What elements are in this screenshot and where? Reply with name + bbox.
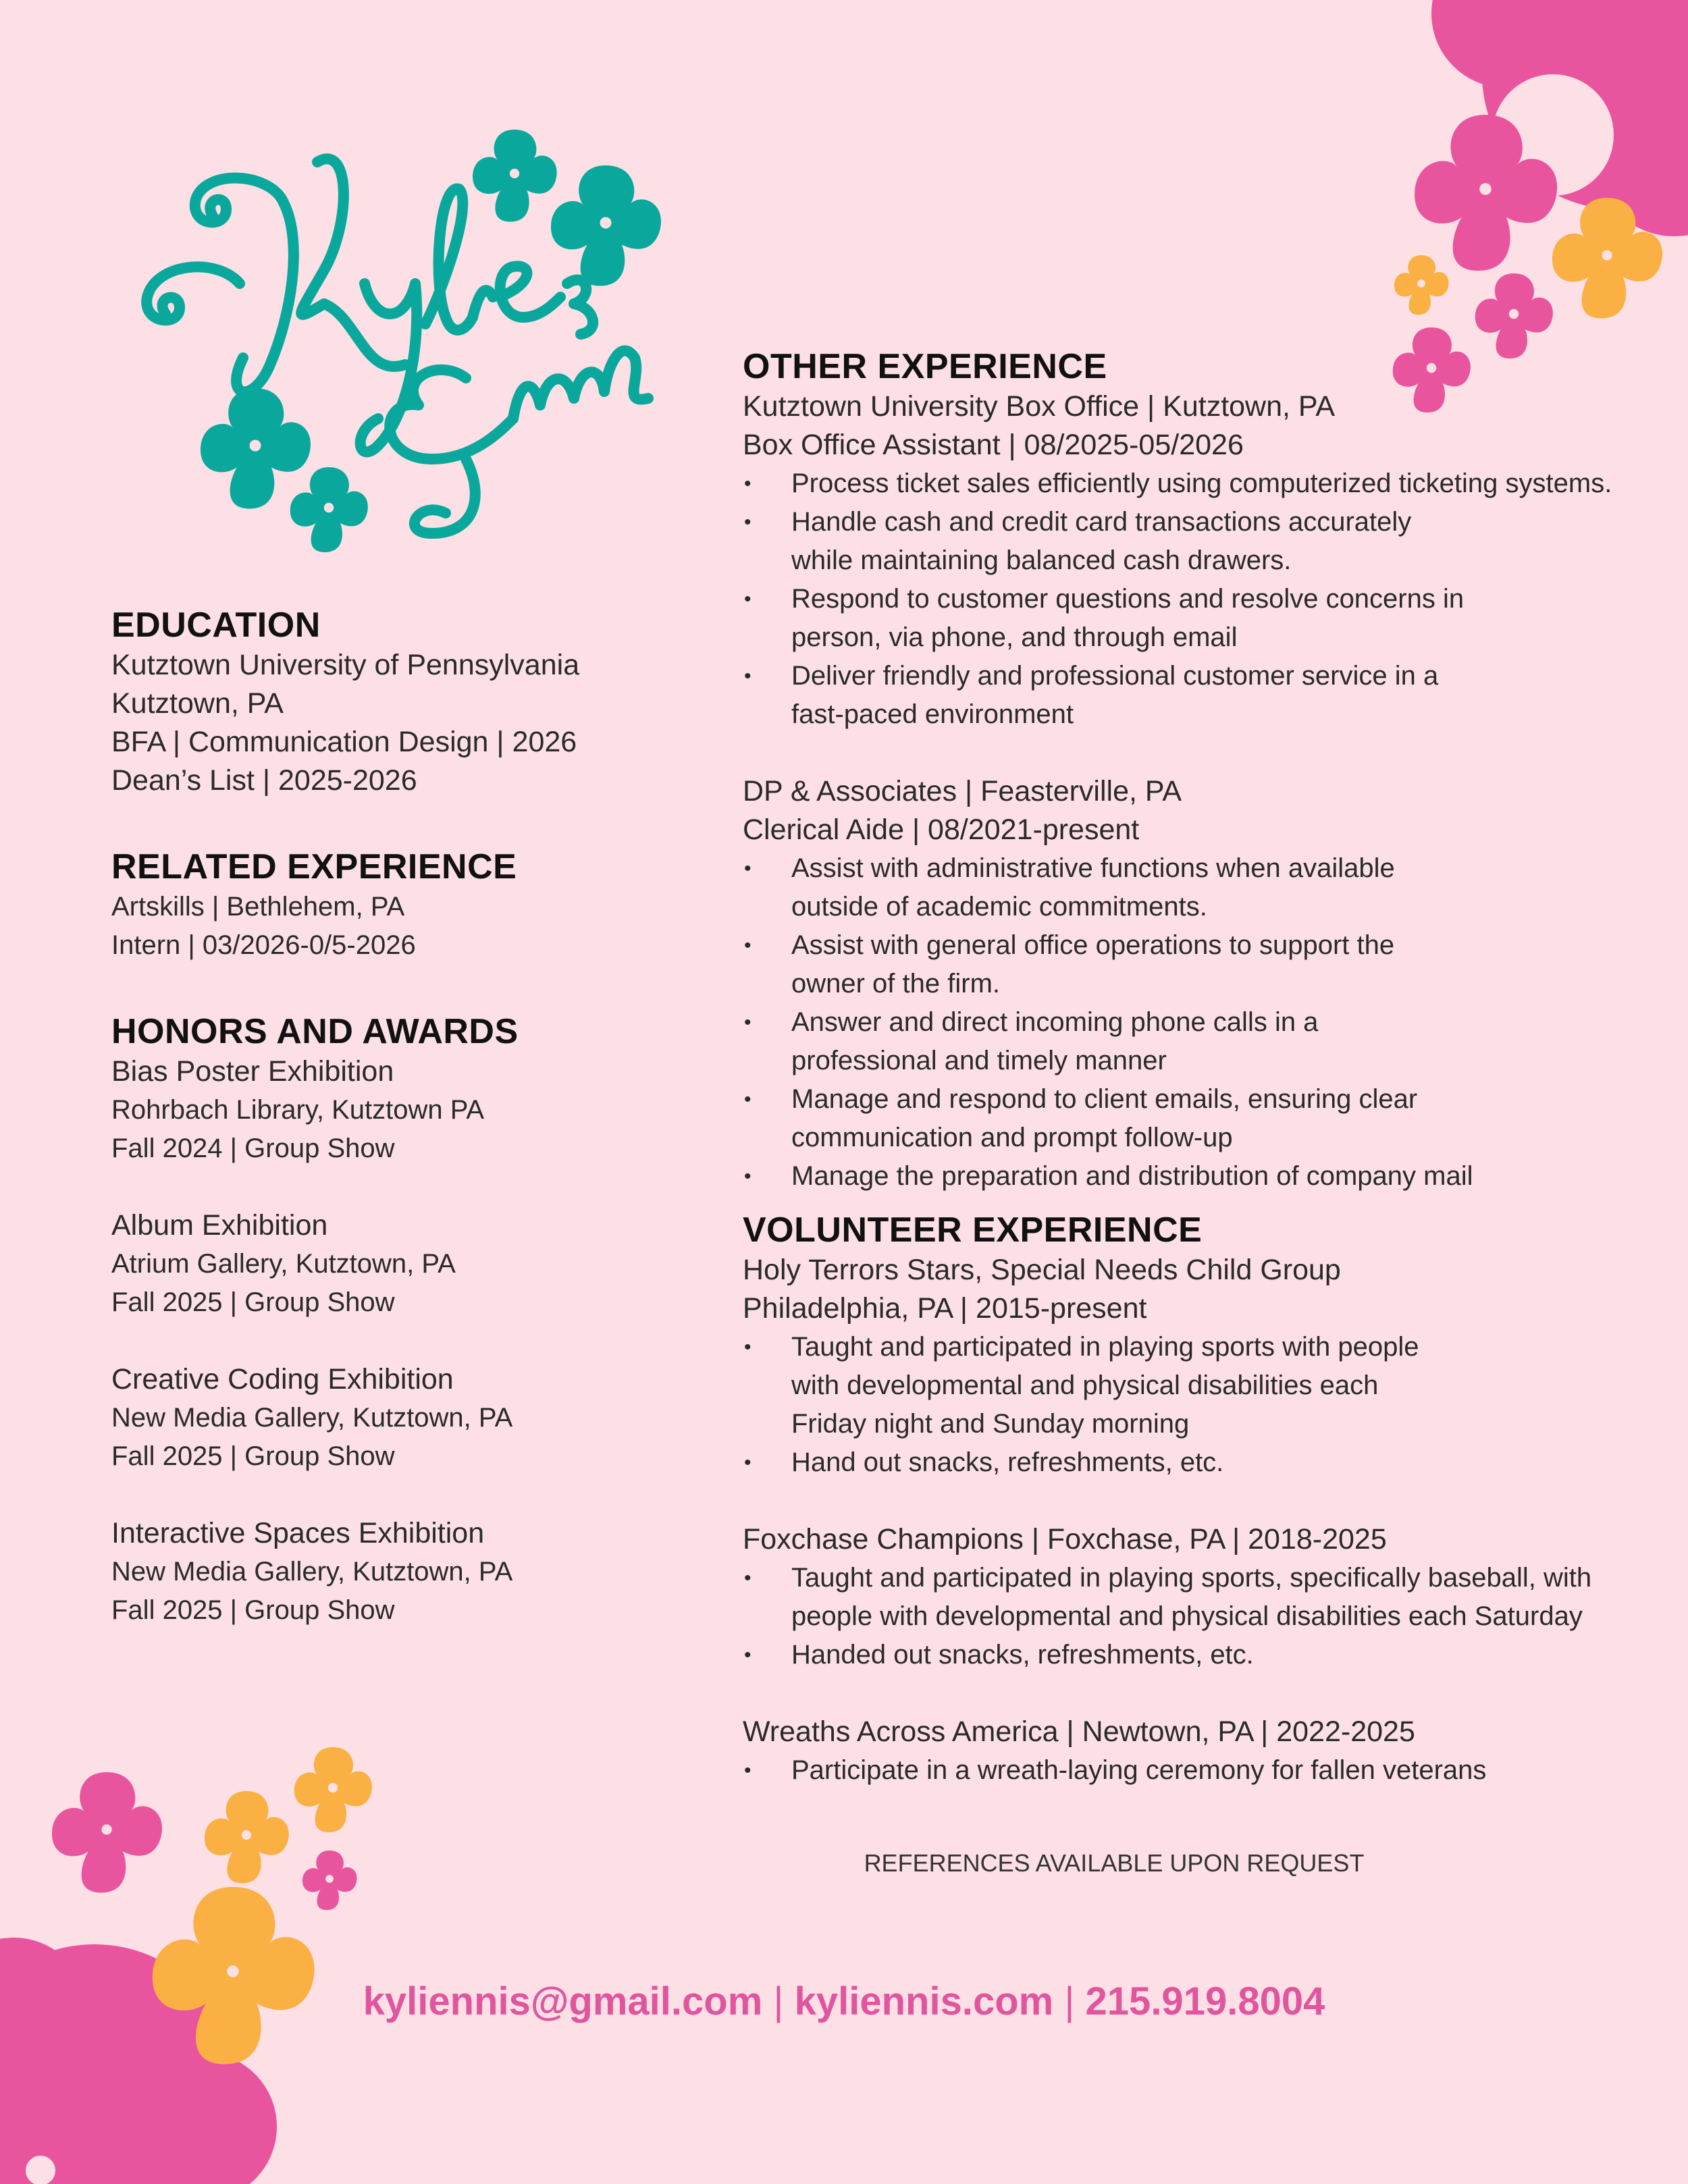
bullet-item: • Answer and direct incoming phone calls in a professional and timely manner	[743, 1003, 1440, 1080]
volunteer-detail: Philadelphia, PA | 2015-present	[743, 1292, 1147, 1325]
honor-place: New Media Gallery, Kutztown, PA	[111, 1557, 513, 1587]
job-role: Clerical Aide | 08/2021-present	[743, 814, 1140, 846]
flower-orange-mid-bottom	[205, 1791, 289, 1884]
honor-item	[111, 1360, 706, 1476]
contact-separator: |	[1064, 1979, 1075, 2023]
volunteer-entry	[743, 1251, 1620, 1482]
education-line: Kutztown, PA	[111, 687, 284, 720]
bullet-item: • Manage the preparation and distribution of company mail	[743, 1157, 1620, 1196]
bullet-item: • Assist with general office operations to support the owner of the firm.	[743, 926, 1440, 1003]
bullet-item: • Manage and respond to client emails, ensuring clear communication and prompt follow-up	[743, 1080, 1467, 1157]
bullet-item: • Deliver friendly and professional customer service in a fast-paced environment	[743, 657, 1467, 734]
logo-flower-1	[473, 130, 557, 222]
logo-flower-2	[551, 165, 661, 286]
flower-orange-small-top	[1394, 255, 1449, 315]
logo-flower-4	[290, 467, 368, 552]
education-line: Kutztown University of Pennsylvania	[111, 649, 580, 681]
honor-title: Creative Coding Exhibition	[111, 1363, 454, 1395]
related-line: Artskills | Bethlehem, PA	[111, 892, 405, 922]
flower-orange-upper-bottom	[294, 1747, 372, 1832]
honor-detail: Fall 2024 | Group Show	[111, 1134, 395, 1163]
volunteer-org: Holy Terrors Stars, Special Needs Child Group	[743, 1254, 1341, 1286]
logo	[147, 130, 661, 552]
bullet-item: • Respond to customer questions and resolve concerns in person, via phone, and through email	[743, 580, 1467, 657]
related-experience-heading: RELATED EXPERIENCE	[111, 847, 517, 886]
honor-place: New Media Gallery, Kutztown, PA	[111, 1403, 513, 1433]
education-section	[111, 604, 706, 800]
volunteer-org: Foxchase Champions | Foxchase, PA | 2018-2025	[743, 1523, 1387, 1555]
other-experience-section	[743, 346, 1620, 1196]
volunteer-heading: VOLUNTEER EXPERIENCE	[743, 1210, 1203, 1250]
education-heading: EDUCATION	[111, 606, 321, 645]
bullet-item: • Taught and participated in playing sports, specifically baseball, with people with developmental and physical disabilities each Saturday	[743, 1559, 1629, 1636]
bullet-item: • Assist with administrative functions when available outside of academic commitments.	[743, 849, 1440, 926]
job-entry	[743, 772, 1620, 1196]
contact-separator: |	[773, 1979, 784, 2023]
phone-number[interactable]: 215.919.8004	[1085, 1979, 1325, 2023]
honor-item	[111, 1206, 706, 1322]
job-org: DP & Associates | Feasterville, PA	[743, 775, 1182, 807]
honor-detail: Fall 2025 | Group Show	[111, 1287, 395, 1317]
contact-line	[0, 1975, 1688, 2029]
job-bullets	[743, 464, 1620, 734]
other-experience-heading: OTHER EXPERIENCE	[743, 347, 1107, 386]
email-link[interactable]: kyliennis@gmail.com	[363, 1979, 763, 2023]
honor-detail: Fall 2025 | Group Show	[111, 1595, 395, 1625]
honor-title: Bias Poster Exhibition	[111, 1055, 394, 1088]
flower-pink-small-bottom	[302, 1850, 357, 1910]
honor-detail: Fall 2025 | Group Show	[111, 1441, 395, 1471]
volunteer-entry	[743, 1520, 1620, 1674]
honor-item	[111, 1053, 706, 1168]
bullet-item: • Taught and participated in playing sports with people with developmental and physical disabilities each Friday night and Sunday morning	[743, 1328, 1440, 1443]
job-entry	[743, 388, 1620, 734]
volunteer-bullets	[743, 1559, 1620, 1674]
bullet-item: • Hand out snacks, refreshments, etc.	[743, 1443, 1440, 1482]
job-bullets	[743, 849, 1620, 1196]
honor-title: Album Exhibition	[111, 1209, 328, 1242]
related-experience-section	[111, 846, 706, 965]
references-note: REFERENCES AVAILABLE UPON REQUEST	[864, 1849, 1365, 1877]
website-link[interactable]: kyliennis.com	[794, 1979, 1054, 2023]
left-column	[111, 604, 706, 1630]
volunteer-entry	[743, 1713, 1620, 1790]
honor-place: Rohrbach Library, Kutztown PA	[111, 1095, 485, 1125]
job-role: Box Office Assistant | 08/2025-05/2026	[743, 429, 1244, 461]
honor-place: Atrium Gallery, Kutztown, PA	[111, 1249, 456, 1279]
education-line: Dean’s List | 2025-2026	[111, 764, 417, 797]
bullet-item: • Process ticket sales efficiently using computerized ticketing systems.	[743, 464, 1620, 503]
related-line: Intern | 03/2026-0/5-2026	[111, 930, 416, 960]
volunteer-section	[743, 1209, 1620, 1790]
honors-section	[111, 1011, 706, 1630]
honor-title: Interactive Spaces Exhibition	[111, 1517, 485, 1549]
bullet-item: • Participate in a wreath-laying ceremony for fallen veterans	[743, 1751, 1629, 1790]
job-org: Kutztown University Box Office | Kutztown, PA	[743, 390, 1336, 423]
volunteer-bullets	[743, 1751, 1620, 1790]
education-line: BFA | Communication Design | 2026	[111, 726, 577, 758]
volunteer-bullets	[743, 1328, 1620, 1482]
bullet-item: • Handle cash and credit card transactions accurately while maintaining balanced cash drawers.	[743, 503, 1467, 580]
bullet-item: • Handed out snacks, refreshments, etc.	[743, 1636, 1629, 1674]
flower-pink-bottom	[52, 1772, 162, 1893]
honor-item	[111, 1514, 706, 1630]
right-column	[743, 346, 1620, 1790]
logo-flower-3	[201, 388, 311, 509]
honors-heading: HONORS AND AWARDS	[111, 1012, 519, 1051]
volunteer-org: Wreaths Across America | Newtown, PA | 2022-2025	[743, 1715, 1415, 1748]
